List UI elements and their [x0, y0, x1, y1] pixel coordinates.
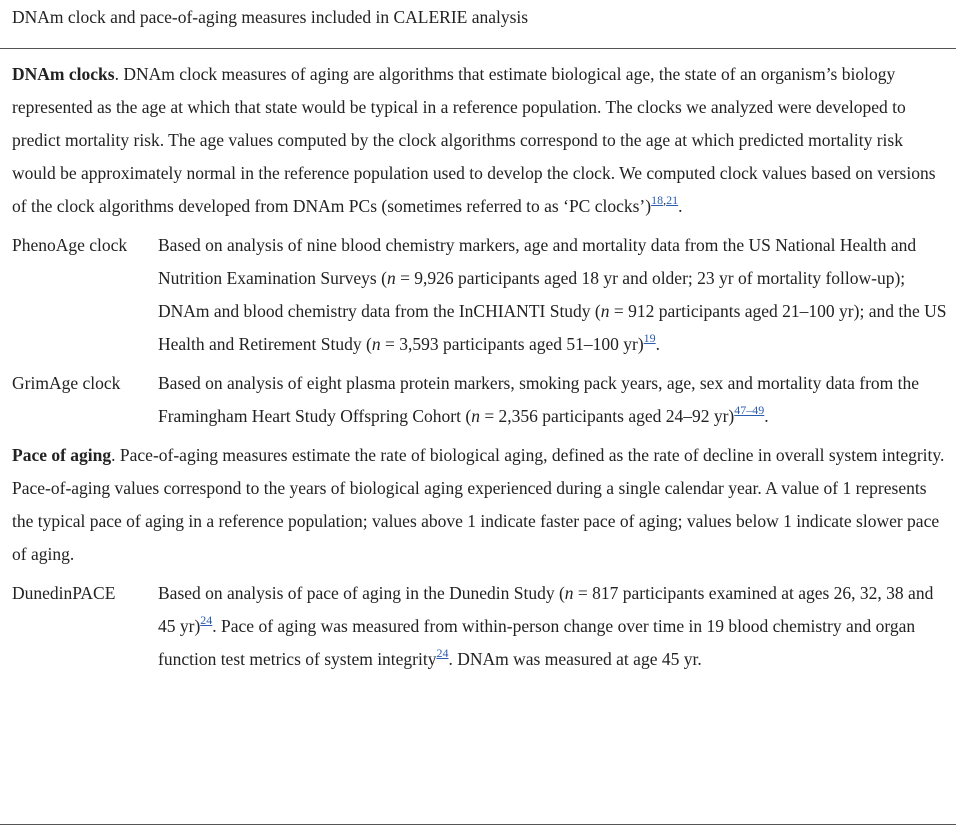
dunedinpace-text-1: Based on analysis of pace of aging in the Dunedin Study (: [158, 583, 565, 603]
phenoage-text-1: Based on analysis of nine blood chemistry markers, age and mortality data from the US National Health and Nutrition Examination Surveys (: [158, 235, 917, 288]
dnam-clocks-text: . DNAm clock measures of aging are algorithms that estimate biological age, the state of an organism’s biology represented as the age at which that state would be typical in a reference population. The clocks we analyzed were developed to predict mortality risk. The age values computed by the clock algorithms correspond to the age at which predicted mortality risk would be approximately normal in the reference population used to develop the clock. We computed clock values based on versions of the clock algorithms developed from DNAm PCs (sometimes referred to as ‘PC clocks’): [12, 64, 936, 216]
dunedinpace-row: [12, 577, 947, 676]
ref-separator: ,: [663, 193, 667, 208]
dnam-clocks-end: .: [678, 196, 683, 216]
ref-link-19[interactable]: 19: [643, 331, 656, 346]
dunedinpace-text-3: . Pace of aging was measured from within-person change over time in 19 blood chemistry and organ function test metrics of system integrity: [158, 616, 916, 669]
bottom-rule: [0, 824, 956, 825]
dunedinpace-text-4: . DNAm was measured at age 45 yr.: [448, 649, 702, 669]
pace-of-aging-paragraph: [12, 439, 947, 571]
grimage-row: [12, 367, 947, 433]
phenoage-text-2: = 9,926 participants aged 18 yr and older; 23 yr of mortality follow-up); DNAm and blood chemistry data from the InCHIANTI Study (: [158, 268, 906, 321]
phenoage-description: [158, 229, 947, 361]
grimage-text-2: = 2,356 participants aged 24–92 yr): [479, 406, 735, 426]
phenoage-text-4: = 3,593 participants aged 51–100 yr): [380, 334, 644, 354]
n-symbol: n: [564, 583, 574, 603]
n-symbol: n: [600, 301, 610, 321]
table-body: [12, 58, 947, 682]
dunedinpace-ref-b: [437, 646, 449, 660]
ref-link-18[interactable]: 18: [651, 193, 664, 208]
dnam-clocks-paragraph: [12, 58, 947, 223]
dnam-clocks-refs: [651, 193, 678, 207]
grimage-end: .: [764, 406, 769, 426]
ref-link-21[interactable]: 21: [666, 193, 679, 208]
phenoage-end: .: [655, 334, 661, 354]
top-rule: [0, 48, 956, 49]
grimage-text-1: Based on analysis of eight plasma protein markers, smoking pack years, age, sex and mortality data from the Framingham Heart Study Offspring Cohort (: [158, 373, 920, 426]
dunedinpace-term: DunedinPACE: [12, 583, 116, 603]
phenoage-row: [12, 229, 947, 361]
ref-link-24[interactable]: 24: [436, 646, 449, 661]
n-symbol: n: [371, 334, 381, 354]
ref-link-24[interactable]: 24: [200, 613, 213, 628]
grimage-refs: [734, 403, 764, 417]
grimage-term: GrimAge clock: [12, 373, 121, 393]
ref-link-47-49[interactable]: 47–49: [734, 403, 765, 418]
table-caption: DNAm clock and pace-of-aging measures included in CALERIE analysis: [12, 7, 529, 27]
phenoage-term: PhenoAge clock: [12, 235, 128, 255]
grimage-description: [158, 367, 947, 433]
dunedinpace-ref-a: [200, 613, 212, 627]
pace-of-aging-text: . Pace-of-aging measures estimate the rate of biological aging, defined as the rate of decline in overall system integrity. Pace-of-aging values correspond to the years of biological aging experienced during a single calendar year. A value of 1 represents the typical pace of aging in a reference population; values above 1 indicate faster pace of aging; values below 1 indicate slower pace of aging.: [12, 445, 945, 564]
n-symbol: n: [386, 268, 396, 288]
phenoage-refs: [644, 331, 656, 345]
n-symbol: n: [471, 406, 480, 426]
dunedinpace-text-2: = 817 participants examined at ages 26, 32, 38 and 45 yr): [158, 583, 934, 636]
pace-of-aging-heading: Pace of aging: [12, 445, 112, 465]
dunedinpace-description: [158, 577, 947, 676]
dnam-clocks-heading: DNAm clocks: [12, 64, 115, 84]
phenoage-text-3: = 912 participants aged 21–100 yr); and the US Health and Retirement Study (: [158, 301, 947, 354]
